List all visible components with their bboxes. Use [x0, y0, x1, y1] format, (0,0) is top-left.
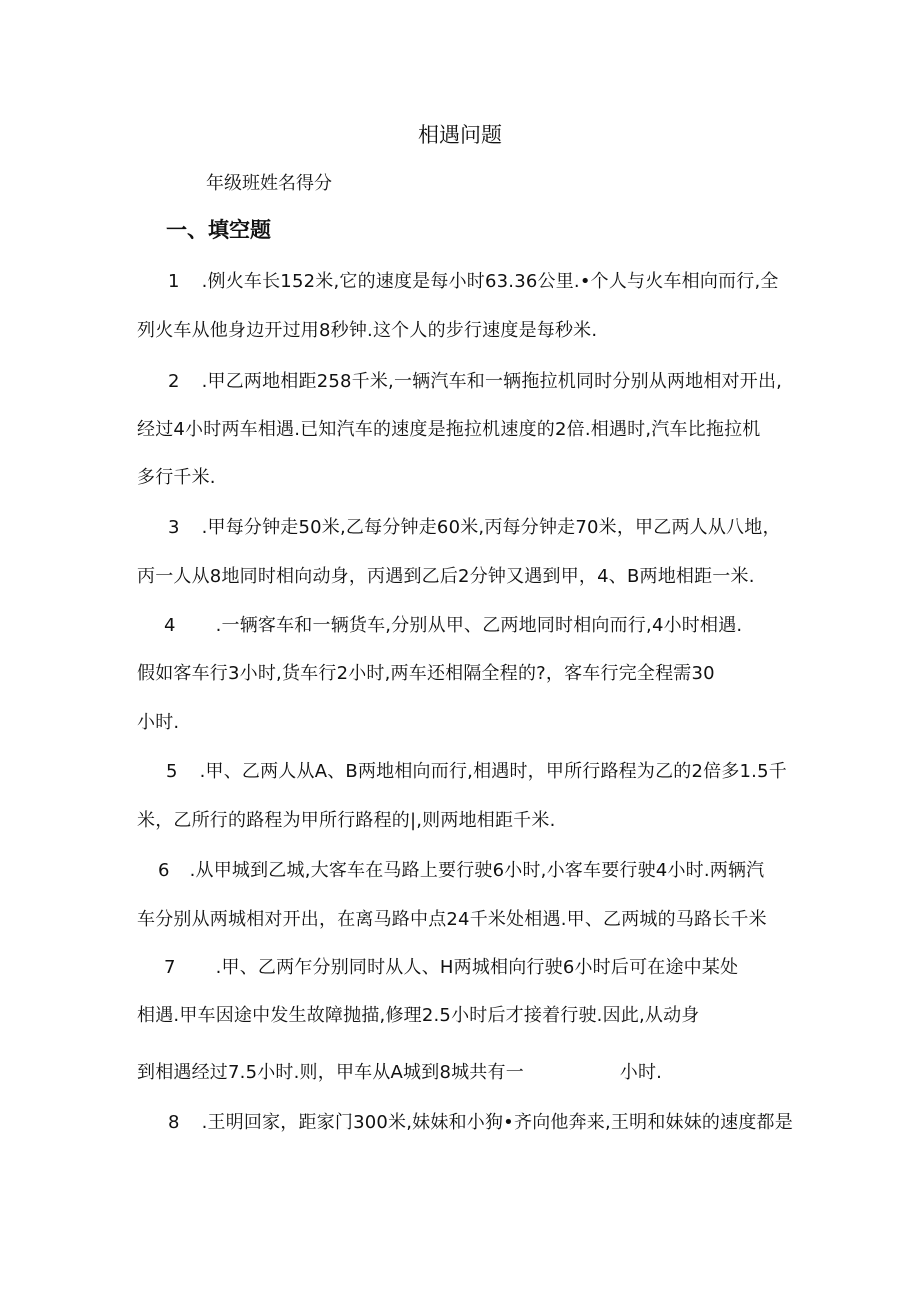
question-7-line-2: 相遇.甲车因途中发生故障抛描,修理2.5小时后才接着行驶.因此,从动身 — [137, 1005, 700, 1026]
answer-blank — [530, 1077, 614, 1078]
question-2-number: 2 — [168, 371, 180, 392]
question-4-line-3: 小时. — [137, 712, 180, 733]
question-2-text-1: .甲乙两地相距258千米,一辆汽车和一辆拖拉机同时分别从两地相对开出, — [201, 371, 783, 392]
question-3-line-1 — [168, 516, 781, 540]
question-6-line-2: 车分别从两城相对开出，在离马路中点24千米处相遇.甲、乙两城的马路长千米 — [137, 909, 767, 930]
question-8-text-1: .王明回家，距家门300米,妹妹和小狗•齐向他奔来,王明和妹妹的速度都是 — [201, 1112, 793, 1133]
question-4-text-1: .一辆客车和一辆货车,分别从甲、乙两地同时相向而行,4小时相遇. — [215, 615, 743, 636]
question-5-text-1: .甲、乙两人从A、B两地相向而行,相遇时，甲所行路程为乙的2倍多1.5千 — [199, 761, 787, 782]
question-3-line-2: 丙一人从8地同时相向动身，丙遇到乙后2分钟又遇到甲，4、B两地相距一米. — [137, 566, 755, 587]
section-heading: 一、填空题 — [166, 218, 271, 242]
question-4-number: 4 — [164, 615, 176, 636]
question-5-number: 5 — [166, 761, 178, 782]
question-7-line-1 — [164, 956, 738, 980]
question-5-line-2: 米，乙所行的路程为甲所行路程的|,则两地相距千米. — [137, 810, 556, 831]
question-6-text-1: .从甲城到乙城,大客车在马路上要行驶6小时,小客车要行驶4小时.两辆汽 — [189, 860, 765, 881]
question-6-number: 6 — [158, 860, 170, 881]
question-1-text-1: .例火车长152米,它的速度是每小时63.36公里.•个人与火车相向而行,全 — [201, 271, 779, 292]
question-4-line-1 — [164, 614, 742, 638]
question-7-text-3a: 到相遇经过7.5小时.则，甲车从A城到8城共有一 — [137, 1062, 524, 1083]
question-2-line-1 — [168, 370, 782, 394]
question-8-line-1 — [168, 1111, 793, 1135]
question-6-line-1 — [158, 859, 764, 883]
question-7-number: 7 — [164, 957, 176, 978]
question-1-number: 1 — [168, 271, 180, 292]
student-info-line: 年级班姓名得分 — [206, 173, 332, 194]
question-3-text-1: .甲每分钟走50米,乙每分钟走60米,丙每分钟走70米，甲乙两人从八地， — [201, 517, 781, 538]
question-8-number: 8 — [168, 1112, 180, 1133]
question-7-text-1: .甲、乙两乍分别同时从人、H两城相向行驶6小时后可在途中某处 — [215, 957, 739, 978]
question-3-number: 3 — [168, 517, 180, 538]
question-1-line-1 — [168, 270, 779, 294]
question-4-line-2: 假如客车行3小时,货车行2小时,两车还相隔全程的?，客车行完全程需30 — [137, 663, 715, 684]
question-5-line-1 — [166, 760, 787, 784]
page-title: 相遇问题 — [418, 123, 502, 147]
question-2-line-3: 多行千米. — [137, 467, 216, 488]
question-1-line-2: 列火车从他身边开过用8秒钟.这个人的步行速度是每秒米. — [137, 320, 598, 341]
question-2-line-2: 经过4小时两车相遇.已知汽车的速度是拖拉机速度的2倍.相遇时,汽车比拖拉机 — [137, 419, 761, 440]
question-7-text-3b: 小时. — [619, 1062, 663, 1083]
question-7-line-3 — [137, 1061, 662, 1085]
